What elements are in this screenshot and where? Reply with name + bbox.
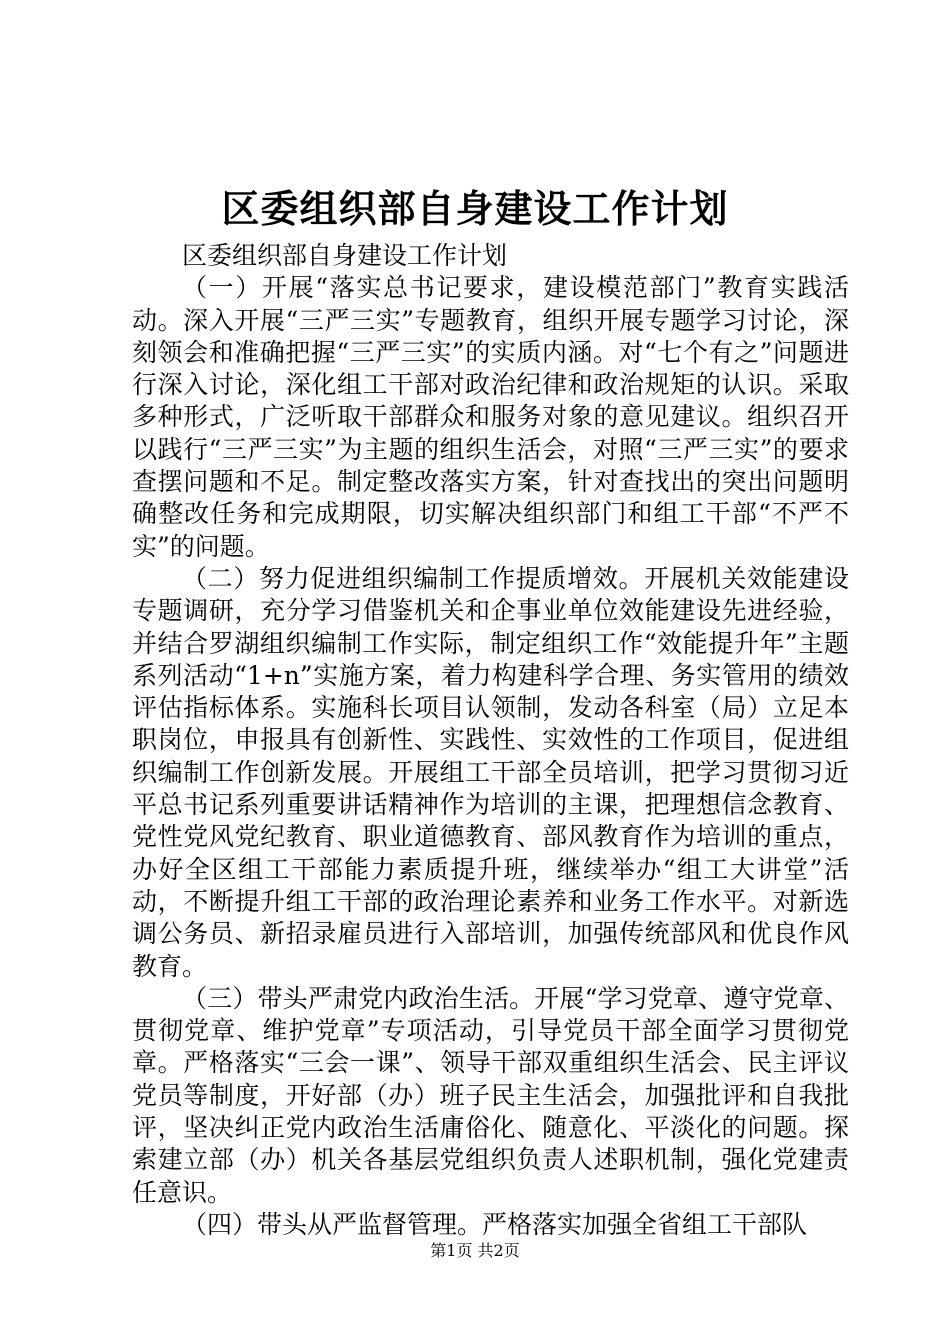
paragraph-3: （三）带头严肃党内政治生活。开展“学习党章、遵守党章、贯彻党章、维护党章”专项活动，引导党员干部全面学习贯彻党章。严格落实“三会一课”、领导干部双重组织生活会、民主评议党员等制度，开好部（办）班子民主生活会，加强批评和自我批评，坚决纠正党内政治生活庸俗化、随意化、平淡化的问题。探索建立部（办）机关各基层党组织负责人述职机制，强化党建责任意识。 — [132, 983, 849, 1207]
page-footer: 第1页 共2页 — [430, 1241, 520, 1260]
document-title: 区委组织部自身建设工作计划 — [221, 186, 729, 231]
paragraph-1: （一）开展“落实总书记要求，建设模范部门”教育实践活动。深入开展“三严三实”专题教育，组织开展专题学习讨论，深刻领会和准确把握“三严三实”的实质内涵。对“七个有之”问题进行深入讨论，深化组工干部对政治纪律和政治规矩的认识。采取多种形式，广泛听取干部群众和服务对象的意见建议。组织召开以践行“三严三实”为主题的组织生活会，对照“三严三实”的要求查摆问题和不足。制定整改落实方案，针对查找出的突出问题明确整改任务和完成期限，切实解决组织部门和组工干部“不严不实”的问题。 — [132, 273, 849, 561]
document-subtitle: 区委组织部自身建设工作计划 — [182, 241, 508, 270]
document-body — [132, 240, 849, 1241]
paragraph-2: （二）努力促进组织编制工作提质增效。开展机关效能建设专题调研，充分学习借鉴机关和企事业单位效能建设先进经验，并结合罗湖组织编制工作实际，制定组织工作“效能提升年”主题系列活动“1+n”实施方案，着力构建科学合理、务实管用的绩效评估指标体系。实施科长项目认领制，发动各科室（局）立足本职岗位，申报具有创新性、实践性、实效性的工作项目，促进组织编制工作创新发展。开展组工干部全员培训，把学习贯彻习近平总书记系列重要讲话精神作为培训的主课，把理想信念教育、党性党风党纪教育、职业道德教育、部风教育作为培训的重点，办好全区组工干部能力素质提升班，继续举办“组工大讲堂”活动，不断提升组工干部的政治理论素养和业务工作水平。对新选调公务员、新招录雇员进行入部培训，加强传统部风和优良作风教育。 — [132, 563, 849, 981]
paragraph-4: （四）带头从严监督管理。严格落实加强全省组工干部队 — [182, 1209, 808, 1239]
